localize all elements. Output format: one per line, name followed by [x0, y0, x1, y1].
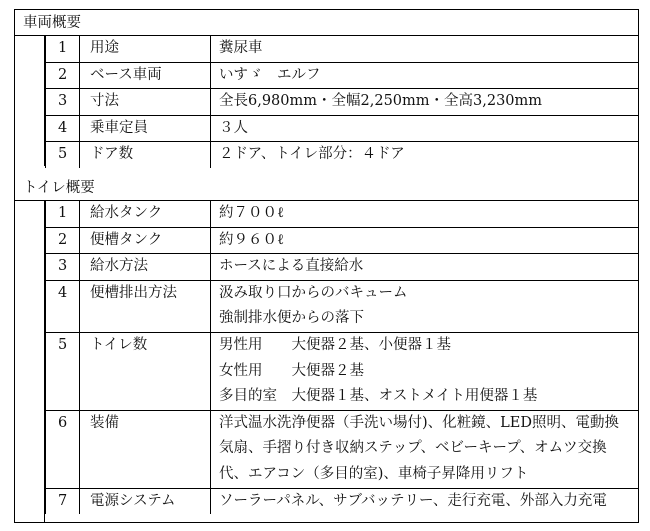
- row-value: [211, 332, 639, 410]
- row-value: [211, 410, 639, 488]
- row-label: 用途: [80, 36, 211, 62]
- row-value: [211, 89, 639, 116]
- value-line: いすゞ エルフ: [219, 66, 321, 83]
- spec-document: [14, 9, 639, 523]
- row-number: 7: [46, 488, 80, 514]
- row-value: [211, 227, 639, 254]
- value-line: ２ドア、トイレ部分：４ドア: [219, 146, 405, 163]
- vehicle-spec-table: [45, 36, 638, 168]
- value-line: 強制排水便からの落下: [219, 310, 364, 327]
- table-row: [46, 89, 639, 116]
- table-row: [46, 254, 639, 281]
- row-value: [211, 488, 639, 514]
- table-row: [46, 36, 639, 62]
- value-line: 女性用 大便器２基: [219, 362, 364, 379]
- table-row: [46, 280, 639, 332]
- row-value: [211, 201, 639, 227]
- row-number: 1: [46, 36, 80, 62]
- row-value: [211, 142, 639, 168]
- row-number: 2: [46, 62, 80, 89]
- row-label: 乗車定員: [80, 115, 211, 142]
- row-label: 電源システム: [80, 488, 211, 514]
- value-line: 全長6,980mm・全幅2,250mm・全高3,230mm: [219, 93, 543, 110]
- value-line: ソーラーパネル、サブバッテリー、走行充電、外部入力充電: [219, 492, 607, 509]
- value-line: 糞尿車: [219, 40, 263, 56]
- section-title-toilet: トイレ概要: [15, 175, 638, 201]
- row-number: 2: [46, 227, 80, 254]
- section-title-vehicle: 車両概要: [15, 10, 638, 36]
- row-value: [211, 115, 639, 142]
- table-row: [46, 410, 639, 488]
- row-number: 3: [46, 89, 80, 116]
- section-indent-vehicle: [15, 36, 45, 166]
- table-row: [46, 115, 639, 142]
- section-indent-toilet: [15, 201, 45, 522]
- row-number: 6: [46, 410, 80, 488]
- value-line: 気扇、手摺り付き収納ステップ、ベビーキープ、オムツ交換: [219, 440, 607, 457]
- row-value: [211, 36, 639, 62]
- toilet-spec-table: [45, 201, 638, 514]
- row-label: ベース車両: [80, 62, 211, 89]
- row-number: 4: [46, 280, 80, 332]
- row-label: 給水タンク: [80, 201, 211, 227]
- table-row: [46, 488, 639, 514]
- row-label: 便槽タンク: [80, 227, 211, 254]
- value-line: ホースによる直接給水: [219, 258, 364, 275]
- table-row: [46, 62, 639, 89]
- row-number: 5: [46, 332, 80, 410]
- row-number: 4: [46, 115, 80, 142]
- value-line: 汲み取り口からのバキューム: [219, 284, 408, 301]
- table-row: [46, 142, 639, 168]
- value-line: 約７００ℓ: [219, 205, 284, 221]
- row-label: トイレ数: [80, 332, 211, 410]
- row-number: 1: [46, 201, 80, 227]
- row-number: 5: [46, 142, 80, 168]
- row-label: 装備: [80, 410, 211, 488]
- table-row: [46, 201, 639, 227]
- row-value: [211, 62, 639, 89]
- value-line: 洋式温水洗浄便器（手洗い場付)、化粧鏡、LED照明、電動換: [219, 414, 619, 431]
- table-row: [46, 227, 639, 254]
- row-value: [211, 254, 639, 281]
- table-row: [46, 332, 639, 410]
- row-label: ドア数: [80, 142, 211, 168]
- value-line: ３人: [219, 119, 248, 136]
- value-line: 男性用 大便器２基、小便器１基: [219, 336, 451, 353]
- value-line: 代、エアコン（多目的室)、車椅子昇降用リフト: [219, 465, 529, 482]
- row-value: [211, 280, 639, 332]
- row-label: 給水方法: [80, 254, 211, 281]
- value-line: 約９６０ℓ: [219, 231, 284, 248]
- value-line: 多目的室 大便器１基、オストメイト用便器１基: [219, 388, 538, 405]
- row-number: 3: [46, 254, 80, 281]
- row-label: 寸法: [80, 89, 211, 116]
- row-label: 便槽排出方法: [80, 280, 211, 332]
